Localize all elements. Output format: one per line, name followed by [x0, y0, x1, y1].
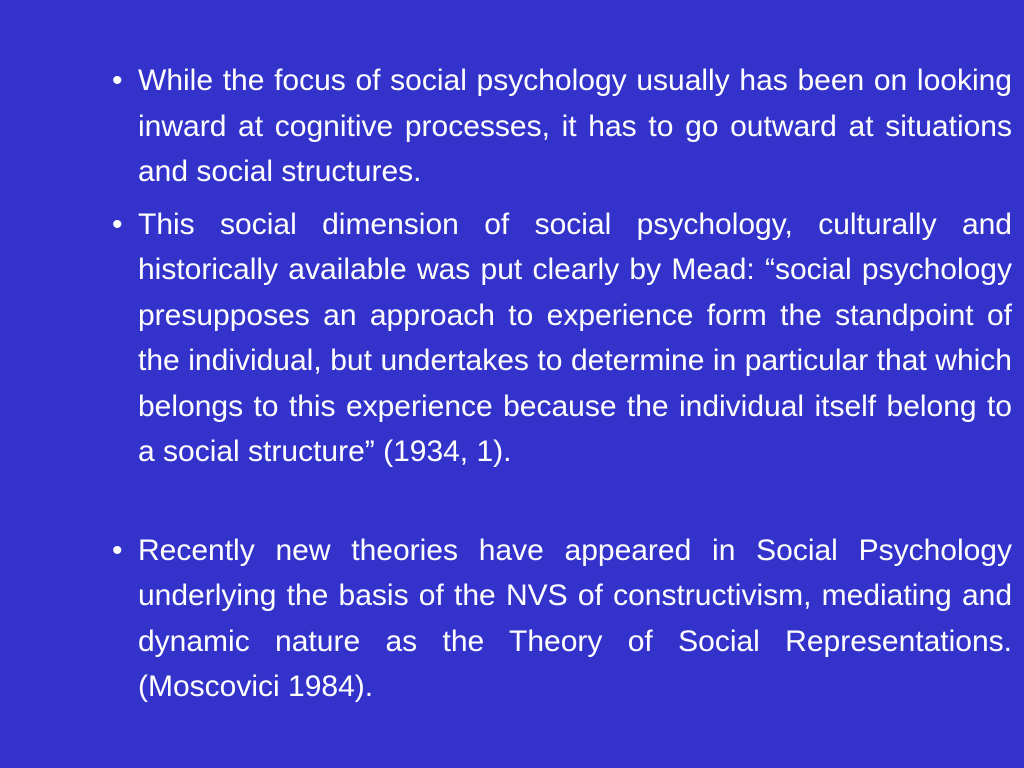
bullet-list	[112, 58, 1012, 710]
bullet-text: This social dimension of social psychology, culturally and historically available was put clearly by Mead: “social psychology presupposes an approach to experience form the standpoint of the individual, but undertakes to determine in particular that which belongs to this experience because the individual itself belong to a social structure” (1934, 1).	[138, 207, 1012, 468]
bullet-item-moscovici	[112, 528, 1012, 710]
bullet-dot-icon: •	[112, 533, 123, 567]
bullet-item-focus	[112, 58, 1012, 195]
bullet-item-mead	[112, 202, 1012, 475]
bullet-dot-icon: •	[112, 64, 123, 97]
bullet-text: While the focus of social psychology usually has been on looking inward at cognitive processes, it has to go outward at situations and social structures.	[138, 64, 1012, 188]
bullet-dot-icon: •	[112, 207, 123, 241]
bullet-text: Recently new theories have appeared in Social Psychology underlying the basis of the NVS of constructivism, mediating and dynamic nature as the Theory of Social Representations. (Moscovici 1984).	[138, 533, 1012, 703]
